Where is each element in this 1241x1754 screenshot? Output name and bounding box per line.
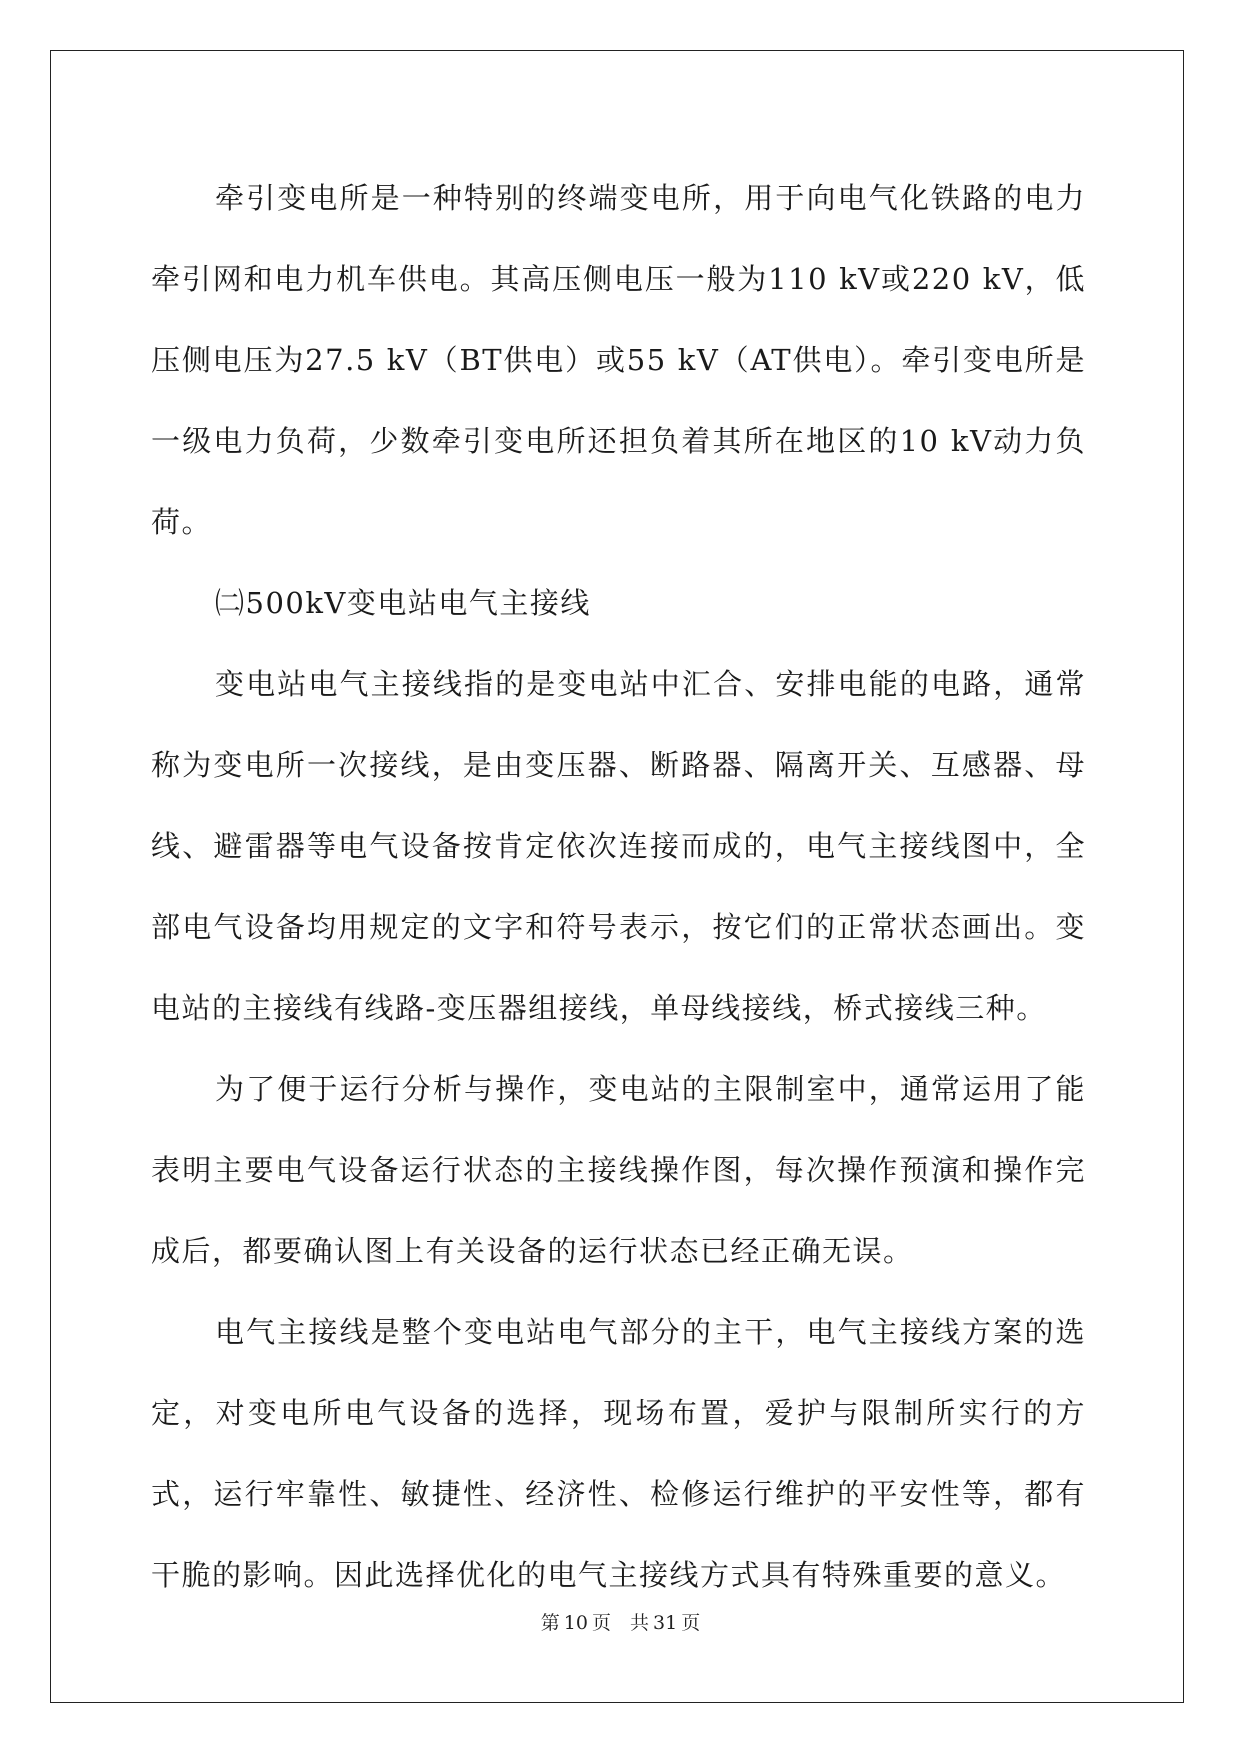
footer-page-prefix: 第: [540, 1612, 560, 1634]
section-heading: ㈡500kV变电站电气主接线: [215, 586, 591, 620]
page-footer: [0, 1608, 1241, 1635]
paragraph-operation-diagram: 为了便于运行分析与操作，变电站的主限制室中，通常运用了能表明主要电气设备运行状态的主接线操作图，每次操作预演和操作完成后，都要确认图上有关设备的运行状态已经正确无误。: [151, 1072, 1086, 1268]
footer-page-total: 31: [653, 1612, 678, 1634]
footer-page-mid: 页 共: [591, 1612, 649, 1634]
footer-page-current: 10: [563, 1612, 588, 1634]
paragraph-traction-substation: 牵引变电所是一种特别的终端变电所，用于向电气化铁路的电力牵引网和电力机车供电。其高压侧电压一般为110 kV或220 kV，低压侧电压为27.5 kV（BT供电）或55 kV（AT供电）。牵引变电所是一级电力负荷，少数牵引变电所还担负着其所在地区的10 kV动力负荷。: [151, 181, 1086, 539]
paragraph-main-wiring-definition: 变电站电气主接线指的是变电站中汇合、安排电能的电路，通常称为变电所一次接线，是由变压器、断路器、隔离开关、互感器、母线、避雷器等电气设备按肯定依次连接而成的，电气主接线图中，全部电气设备均用规定的文字和符号表示，按它们的正常状态画出。变电站的主接线有线路-变压器组接线，单母线接线，桥式接线三种。: [151, 667, 1086, 1025]
document-body: [151, 158, 1086, 1616]
paragraph-main-wiring-importance: 电气主接线是整个变电站电气部分的主干，电气主接线方案的选定，对变电所电气设备的选择，现场布置，爱护与限制所实行的方式，运行牢靠性、敏捷性、经济性、检修运行维护的平安性等，都有干脆的影响。因此选择优化的电气主接线方式具有特殊重要的意义。: [151, 1315, 1086, 1592]
footer-page-suffix: 页: [681, 1612, 701, 1634]
